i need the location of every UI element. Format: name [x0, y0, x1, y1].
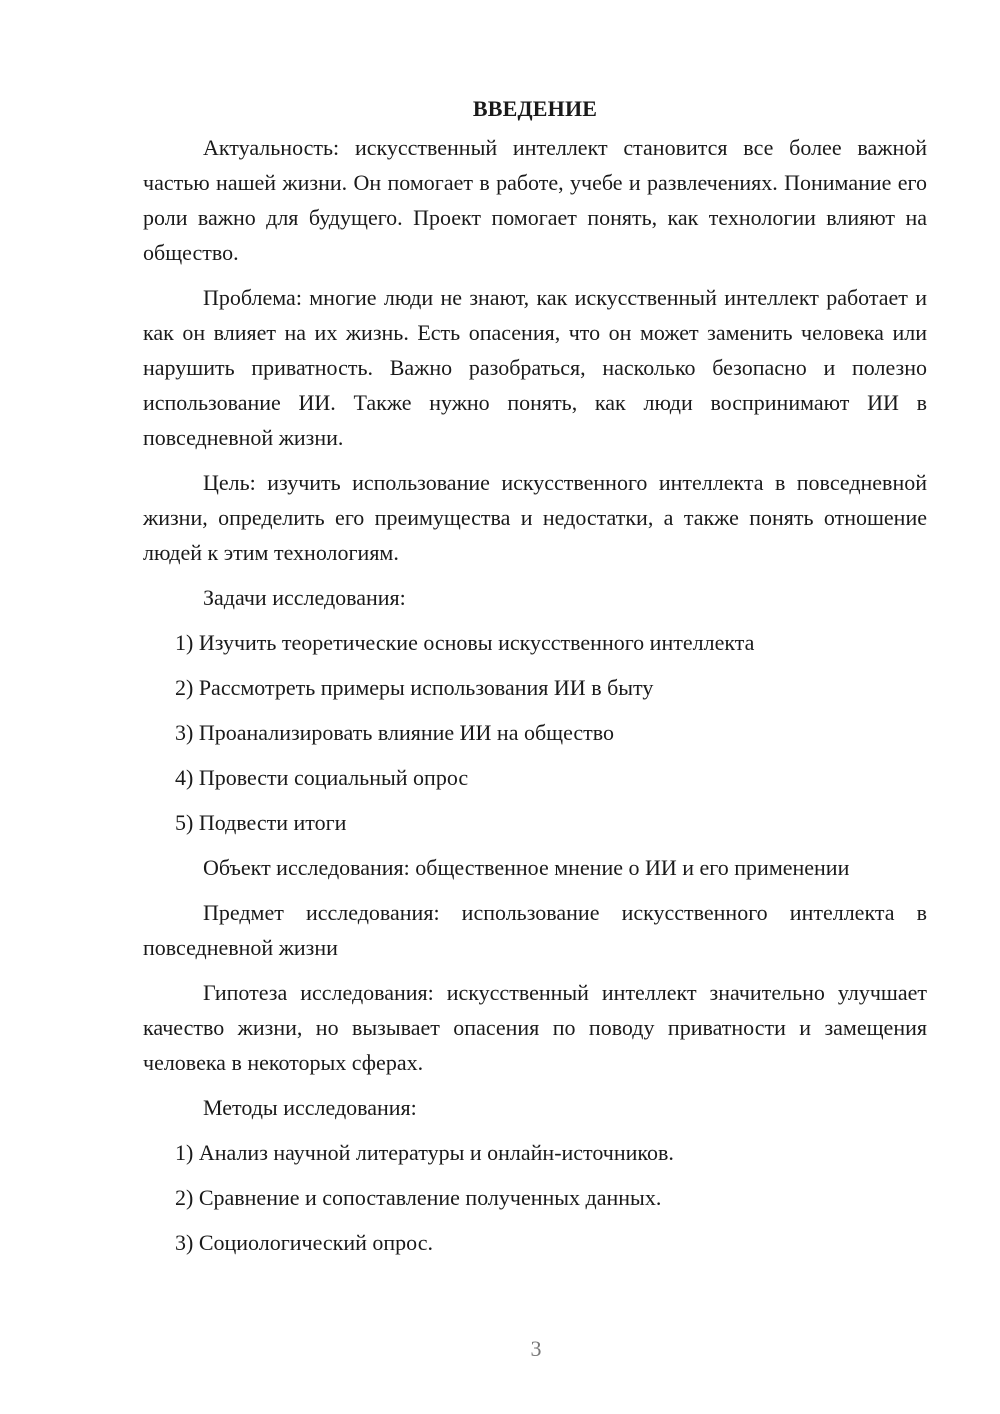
relevance-paragraph: Актуальность: искусственный интеллект становится все более важной частью нашей жизни. Он помогает в работе, учебе и развлечениях. Понимание его роли важно для будущего. Проект помогает понять, как технологии влияют на общество. — [143, 135, 927, 265]
task-item: 2) Рассмотреть примеры использования ИИ в быту — [175, 675, 654, 700]
method-item: 1) Анализ научной литературы и онлайн-источников. — [175, 1140, 674, 1165]
tasks-list — [143, 625, 927, 840]
section-title: ВВЕДЕНИЕ — [472, 96, 598, 121]
task-item: 4) Провести социальный опрос — [175, 765, 469, 790]
task-item: 3) Проанализировать влияние ИИ на общество — [175, 720, 615, 745]
tasks-heading: Задачи исследования: — [203, 585, 406, 610]
document-body — [143, 92, 927, 1270]
task-item: 1) Изучить теоретические основы искусственного интеллекта — [175, 630, 755, 655]
methods-heading: Методы исследования: — [203, 1095, 417, 1120]
goal-paragraph: Цель: изучить использование искусственного интеллекта в повседневной жизни, определить его преимущества и недостатки, а также понять отношение людей к этим технологиям. — [143, 470, 927, 565]
object-paragraph: Объект исследования: общественное мнение о ИИ и его применении — [203, 855, 850, 880]
page-number: 3 — [530, 1336, 542, 1361]
method-item: 3) Социологический опрос. — [175, 1230, 433, 1255]
subject-paragraph: Предмет исследования: использование искусственного интеллекта в повседневной жизни — [143, 900, 927, 960]
task-item: 5) Подвести итоги — [175, 810, 347, 835]
methods-list — [143, 1135, 927, 1260]
problem-paragraph: Проблема: многие люди не знают, как искусственный интеллект работает и как он влияет на их жизнь. Есть опасения, что он может заменить человека или нарушить приватность. Важно разобраться, насколько безопасно и полезно использование ИИ. Также нужно понять, как люди воспринимают ИИ в повседневной жизни. — [143, 285, 927, 450]
method-item: 2) Сравнение и сопоставление полученных данных. — [175, 1185, 662, 1210]
hypothesis-paragraph: Гипотеза исследования: искусственный интеллект значительно улучшает качество жизни, но вызывает опасения по поводу приватности и замещения человека в некоторых сферах. — [143, 980, 927, 1075]
